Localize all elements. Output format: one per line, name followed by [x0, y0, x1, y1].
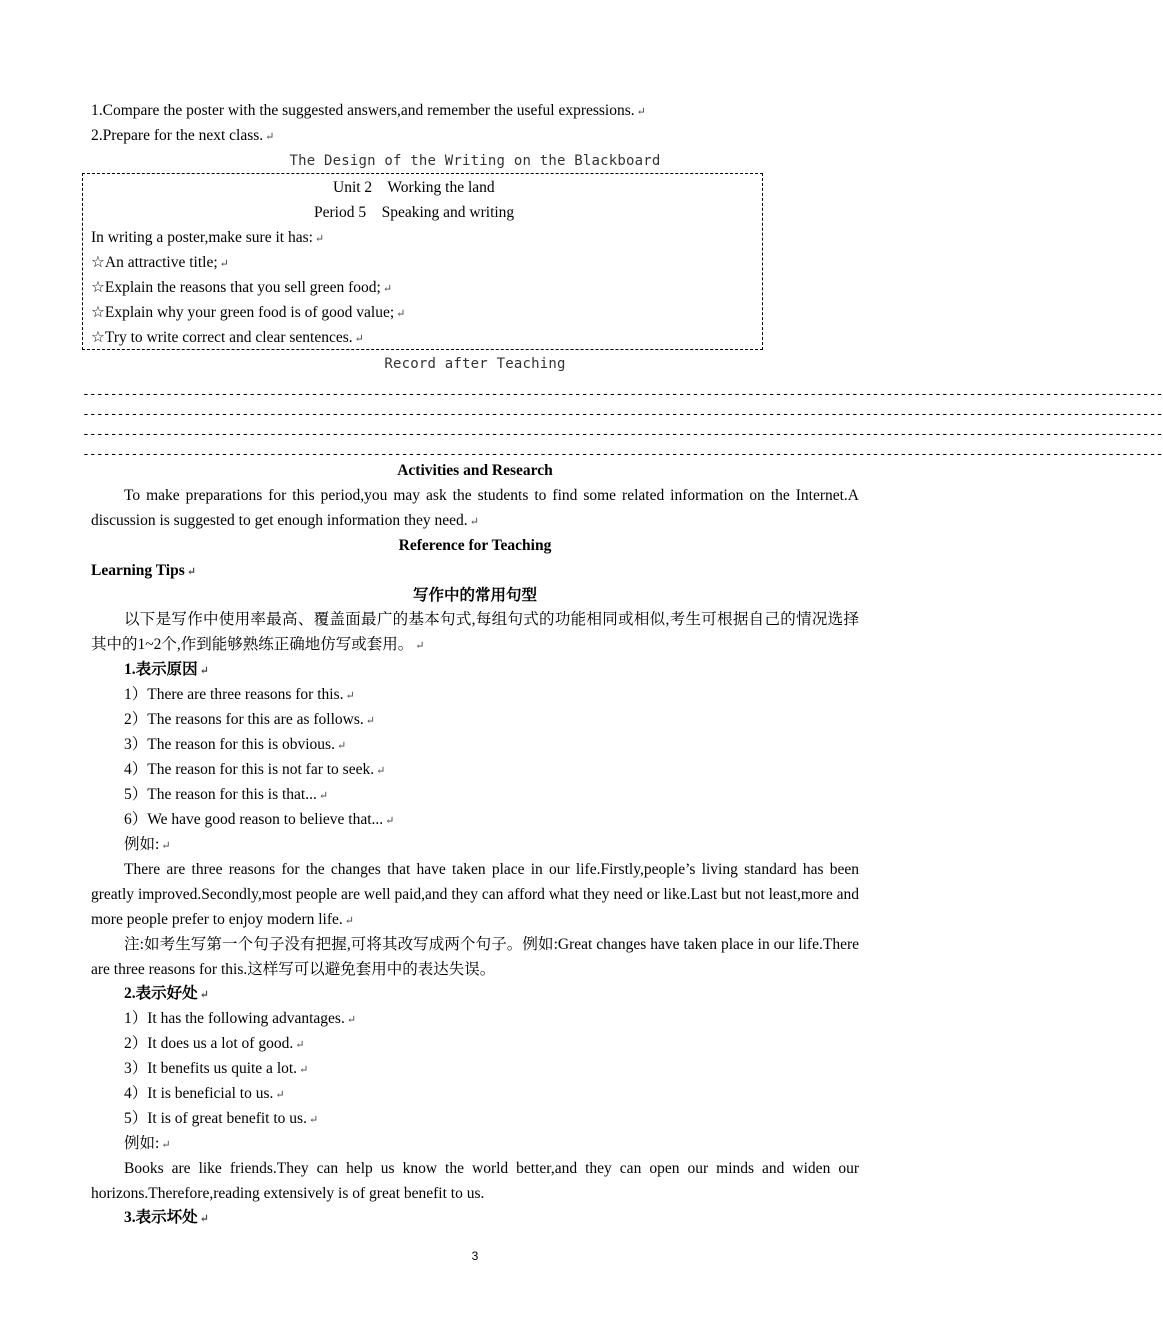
pattern-item: 3）It benefits us quite a lot. ↵	[124, 1060, 309, 1077]
record-line: ------------------------------------------------------------------------------------------------------------------------------------------------------------	[82, 407, 1163, 422]
pattern-item: 5）It is of great benefit to us. ↵	[124, 1110, 319, 1127]
instruction-line: 1.Compare the poster with the suggested answers,and remember the useful expressions. ↵	[91, 102, 646, 119]
example-label: 例如: ↵	[124, 1135, 171, 1152]
note-paragraph: 注:如考生写第一个句子没有把握,可将其改写成两个句子。例如:Great changes have taken place in our life.There are three reasons for this.这样写可以避免套用中的表达失误。	[91, 936, 859, 978]
record-line: ------------------------------------------------------------------------------------------------------------------------------------------------------------	[82, 387, 1163, 402]
pattern-item: 2）The reasons for this are as follows. ↵	[124, 711, 375, 728]
pattern-item: 1）There are three reasons for this. ↵	[124, 686, 355, 703]
section-heading: 1.表示原因 ↵	[124, 661, 209, 678]
pattern-item: 5）The reason for this is that... ↵	[124, 786, 329, 803]
reference-heading: Reference for Teaching	[398, 537, 552, 554]
example-paragraph: There are three reasons for the changes that have taken place in our life.Firstly,people’s living standard has been greatly improved.Secondly,most people are well paid,and they can afford what they need or like.Last but not least,more and more people prefer to enjoy modern life. ↵	[91, 861, 859, 928]
blackboard-item: ☆Explain why your green food is of good value; ↵	[91, 304, 406, 321]
instruction-line: 2.Prepare for the next class. ↵	[91, 127, 275, 144]
blackboard-caption: The Design of the Writing on the Blackboard	[289, 153, 661, 169]
blackboard-intro: In writing a poster,make sure it has: ↵	[91, 229, 325, 246]
blackboard-unit-line: Unit 2 Working the land	[333, 179, 495, 196]
example-label: 例如: ↵	[124, 836, 171, 853]
pattern-item: 4）It is beneficial to us. ↵	[124, 1085, 285, 1102]
page-number: 3	[471, 1249, 479, 1263]
example-paragraph: Books are like friends.They can help us know the world better,and they can open our minds and widen our horizons.Therefore,reading extensively is of great benefit to us.	[91, 1160, 859, 1202]
writing-patterns-intro: 以下是写作中使用率最高、覆盖面最广的基本句式,每组句式的功能相同或相似,考生可根据自己的情况选择其中的1~2个,作到能够熟练正确地仿写或套用。 ↵	[91, 611, 859, 653]
pattern-item: 1）It has the following advantages. ↵	[124, 1010, 357, 1027]
pattern-item: 6）We have good reason to believe that... ↵	[124, 811, 395, 828]
record-line: ------------------------------------------------------------------------------------------------------------------------------------------------------------	[82, 447, 1163, 462]
blackboard-item: ☆Explain the reasons that you sell green food; ↵	[91, 279, 393, 296]
writing-patterns-title: 写作中的常用句型	[412, 587, 537, 604]
activities-paragraph: To make preparations for this period,you may ask the students to find some related information on the Internet.A discussion is suggested to get enough information they need. ↵	[91, 487, 859, 529]
pattern-item: 3）The reason for this is obvious. ↵	[124, 736, 347, 753]
pattern-item: 2）It does us a lot of good. ↵	[124, 1035, 305, 1052]
section-heading: 2.表示好处 ↵	[124, 985, 209, 1002]
blackboard-item: ☆Try to write correct and clear sentences. ↵	[91, 329, 364, 346]
pattern-item: 4）The reason for this is not far to seek. ↵	[124, 761, 386, 778]
record-line: ------------------------------------------------------------------------------------------------------------------------------------------------------------	[82, 427, 1163, 442]
activities-heading: Activities and Research	[397, 462, 553, 479]
blackboard-period-line: Period 5 Speaking and writing	[314, 204, 515, 221]
section-heading: 3.表示坏处 ↵	[124, 1209, 209, 1226]
learning-tips-label: Learning Tips ↵	[91, 562, 196, 579]
record-caption: Record after Teaching	[384, 356, 566, 372]
blackboard-item: ☆An attractive title; ↵	[91, 254, 229, 271]
